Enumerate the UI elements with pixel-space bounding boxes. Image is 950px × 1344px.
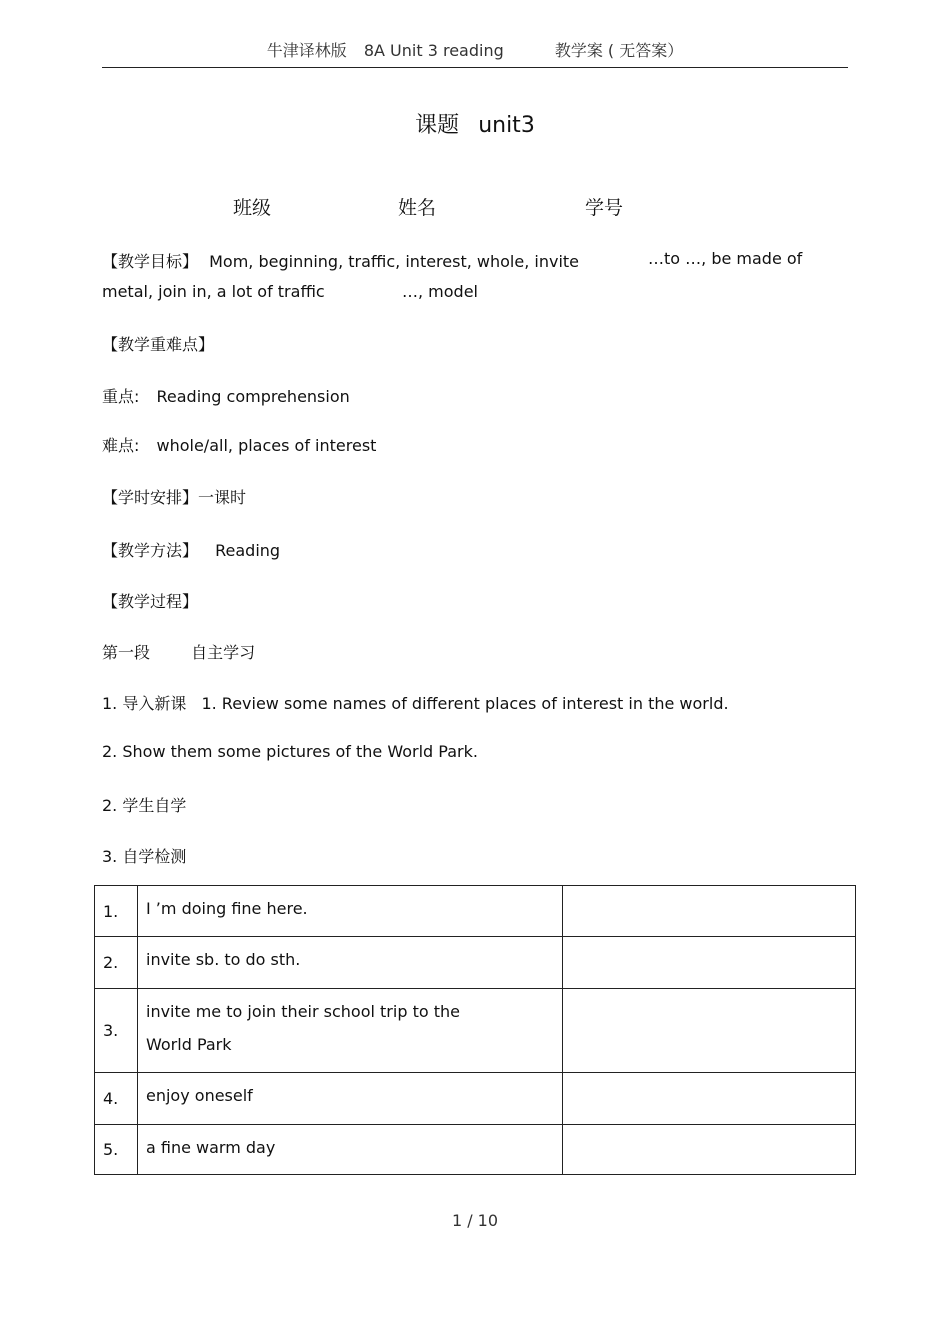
method-line: [102, 538, 280, 561]
class-label: 班级: [233, 197, 272, 219]
student-id-label: 学号: [585, 197, 624, 219]
answer-cell: [563, 1125, 856, 1175]
goals-vocab-1b: …to …, be made of: [648, 249, 803, 268]
header-unit: 8A Unit 3 reading: [363, 41, 504, 60]
row-number: 1.: [95, 886, 138, 937]
phrase-text: a fine warm day: [146, 1138, 276, 1157]
header-publisher: 牛津译林版: [266, 41, 347, 60]
difficulty-label: 难点:: [102, 436, 140, 455]
step-1-label: 1. 导入新课: [102, 694, 187, 713]
answer-cell: [563, 1073, 856, 1125]
phrase-text: enjoy oneself: [146, 1086, 253, 1105]
table-row: [95, 1073, 856, 1125]
table-row: [95, 1125, 856, 1175]
schedule-label: 【学时安排】: [102, 488, 199, 507]
difficulty-line: [102, 433, 376, 456]
phrase-cell: [138, 886, 563, 937]
method-value: Reading: [215, 541, 281, 560]
self-check-table: [94, 885, 856, 1175]
page-number: 1 / 10: [451, 1211, 499, 1230]
row-number: 2.: [95, 937, 138, 989]
stage-1-label: 第一段: [102, 643, 151, 662]
row-number: 4.: [95, 1073, 138, 1125]
method-label: 【教学方法】: [102, 541, 199, 560]
phrase-text: World Park: [146, 1035, 232, 1054]
goals-vocab-1: Mom, beginning, traffic, interest, whole, invite: [209, 252, 579, 271]
phrase-cell: [138, 1125, 563, 1175]
process-heading: 【教学过程】: [102, 592, 199, 611]
schedule-line: [102, 485, 246, 508]
stage-1-value: 自主学习: [191, 643, 256, 662]
key-points-heading: 【教学重难点】: [102, 335, 215, 354]
schedule-value: 一课时: [198, 488, 247, 507]
phrase-cell: [138, 1073, 563, 1125]
focus-label: 重点:: [102, 387, 140, 406]
header-divider: [102, 67, 848, 68]
row-number: 3.: [95, 989, 138, 1073]
phrase-text: I ’m doing fine here.: [146, 899, 308, 918]
table-row: [95, 937, 856, 989]
table-row: [95, 989, 856, 1073]
goals-vocab-2: metal, join in, a lot of traffic: [102, 282, 325, 301]
phrase-cell: [138, 937, 563, 989]
phrase-text: invite sb. to do sth.: [146, 950, 301, 969]
table-row: [95, 886, 856, 937]
focus-value: Reading comprehension: [156, 387, 350, 406]
focus-line: [102, 384, 350, 407]
answer-cell: [563, 886, 856, 937]
step-1b-line: 2. Show them some pictures of the World Park.: [102, 742, 478, 761]
row-number: 5.: [95, 1125, 138, 1175]
step-1-line: [102, 691, 729, 714]
goals-line-1: [102, 249, 579, 272]
goals-vocab-2b: …, model: [402, 282, 478, 301]
header-doc-type: 教学案 ( 无答案）: [554, 41, 684, 60]
page-header: [102, 38, 848, 61]
stage-1-line: [102, 640, 255, 663]
title-value: unit3: [478, 113, 535, 138]
difficulty-value: whole/all, places of interest: [156, 436, 377, 455]
phrase-cell: [138, 989, 563, 1073]
step-1-text: 1. Review some names of different places of interest in the world.: [201, 694, 729, 713]
goals-label: 【教学目标】: [102, 252, 199, 271]
phrase-text: invite me to join their school trip to the: [146, 1002, 460, 1021]
name-label: 姓名: [398, 197, 437, 219]
answer-cell: [563, 937, 856, 989]
page-title: [0, 108, 950, 139]
answer-cell: [563, 989, 856, 1073]
step-2-line: 2. 学生自学: [102, 796, 187, 815]
title-label: 课题: [415, 113, 460, 138]
step-3-line: 3. 自学检测: [102, 847, 187, 866]
